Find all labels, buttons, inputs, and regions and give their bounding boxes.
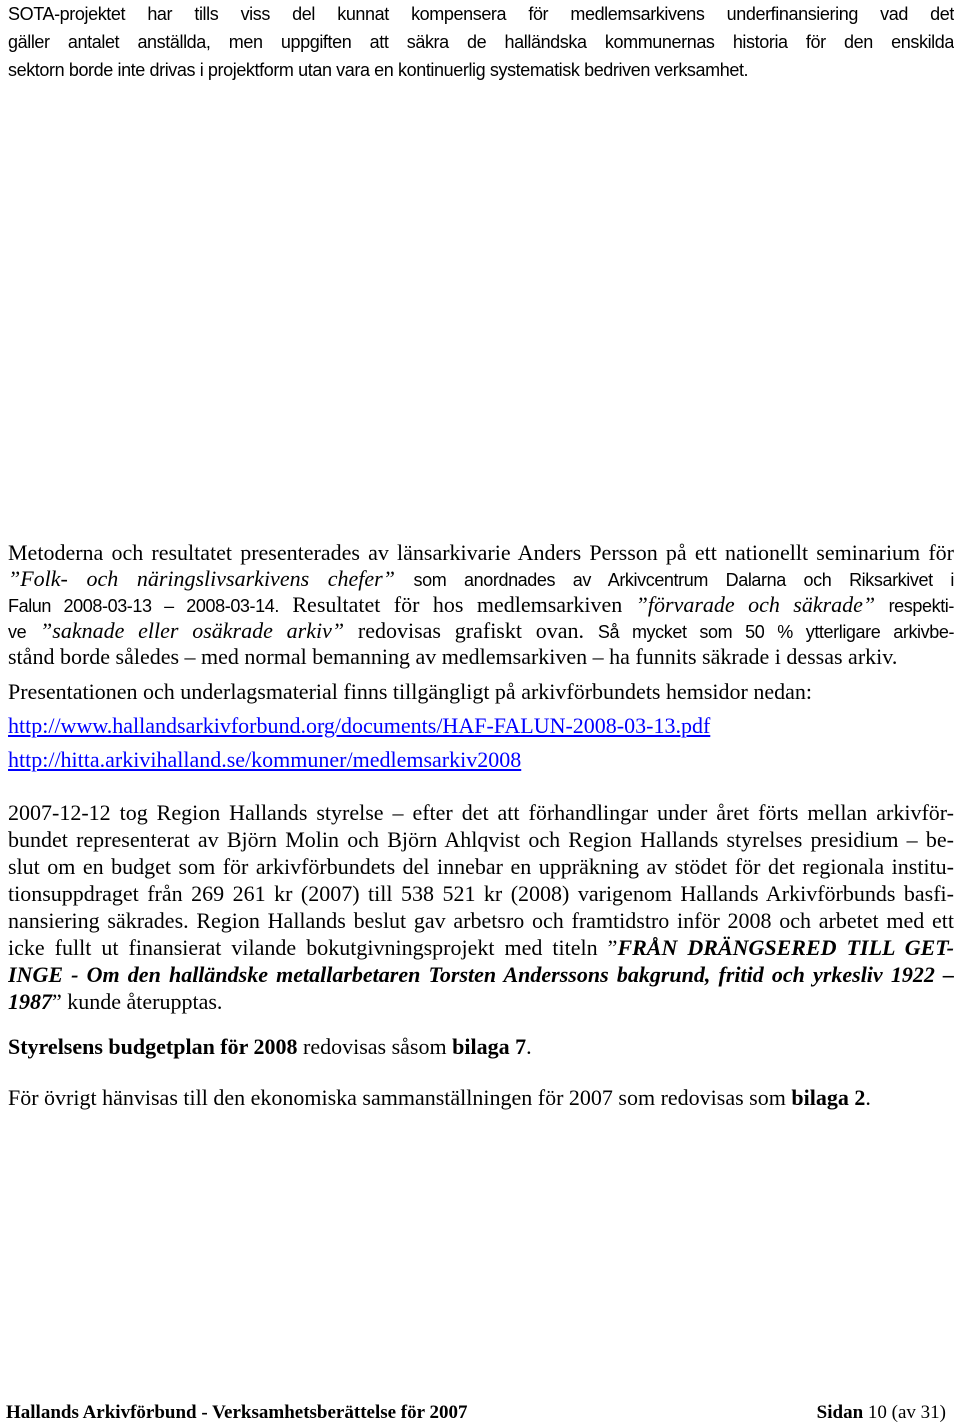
budget-line-1: 2007-12-12 tog Region Hallands styrelse – efter det att förhandlingar under året förts mellan arkivför- (8, 800, 954, 825)
methods-line-1: Metoderna och resultatet presenterades av länsarkivarie Anders Persson på ett nationellt seminarium för (8, 540, 954, 565)
presentation-paragraph (8, 679, 954, 705)
intro-paragraph (8, 0, 954, 84)
page-footer (6, 1401, 946, 1425)
intro-line-1: SOTA-projektet har tills viss del kunnat kompensera för medlemsarkivens underfinansiering vad det (8, 4, 954, 24)
intro-line-3: sektorn borde inte drivas i projektform utan vara en kontinuerlig systematisk bedriven verksamhet. (8, 60, 749, 80)
methods-line-4-head: ve (8, 622, 27, 642)
page-number: 10 (av 31) (867, 1402, 946, 1423)
economy-text: För övrigt hänvisas till den ekonomiska sammanställningen för 2007 som redovisas som (8, 1085, 786, 1110)
appendix-7-reference: bilaga 7 (452, 1034, 527, 1059)
budget-line-2: bundet representerat av Björn Molin och Björn Ahlqvist och Region Hallands styrelses presidium – be- (8, 827, 954, 852)
intro-line-2: gäller antalet anställda, men uppgiften att säkra de halländska kommunernas historia för den enskilda (8, 32, 954, 52)
book-title-start: FRÅN DRÄNGSERED TILL GET- (617, 935, 954, 960)
link-row-1 (8, 713, 954, 739)
methods-line-3 (8, 592, 954, 618)
presentation-text: Presentationen och underlagsmaterial finns tillgängligt på arkivförbundets hemsidor nedan: (8, 679, 813, 704)
member-archives-link[interactable]: http://hitta.arkivihalland.se/kommuner/medlemsarkiv2008 (8, 747, 522, 772)
economy-end: . (865, 1085, 871, 1110)
page-indicator (817, 1401, 946, 1425)
book-title-quote: ” (607, 935, 618, 960)
book-title-end: 1987 (8, 989, 52, 1014)
methods-line-2-text: som anordnades av Arkivcentrum Dalarna och Riksarkivet i (413, 570, 954, 590)
appendix-2-reference: bilaga 2 (791, 1085, 866, 1110)
budget-paragraph (8, 799, 954, 1015)
budget-line-8 (8, 988, 954, 1015)
budget-plan-end: . (526, 1034, 532, 1059)
methods-line-2 (8, 566, 954, 592)
link-row-2 (8, 747, 954, 773)
footer-title: Hallands Arkivförbund - Verksamhetsberättelse för 2007 (6, 1402, 468, 1423)
methods-line-3-text: Resultatet för hos medlemsarkiven (292, 592, 623, 617)
budget-line-8-text: ” kunde återupptas. (52, 989, 223, 1014)
book-title-continued: INGE - Om den halländske metallarbetaren Torsten Anderssons bakgrund, fritid och yrkesliv 1922 – (8, 962, 954, 987)
methods-line-5: stånd borde således – med normal bemanning av medlemsarkiven – ha funnits säkrade i dessas arkiv. (8, 644, 898, 669)
budget-plan-emphasis: Styrelsens budgetplan för 2008 (8, 1034, 298, 1059)
seminar-dates: Falun 2008-03-13 – 2008-03-14. (8, 596, 279, 616)
budget-plan-text: redovisas såsom (303, 1034, 447, 1059)
seminar-title: ”Folk- och näringslivsarkivens chefer” (8, 566, 395, 591)
economy-paragraph (8, 1085, 954, 1111)
methods-line-4-text: redovisas grafiskt ovan. (357, 618, 585, 643)
page-label: Sidan (816, 1402, 864, 1423)
methods-line-3-tail: respekti- (888, 596, 954, 616)
budget-plan-line (8, 1034, 954, 1060)
budget-line-6-text: icke fullt ut finansierat vilande bokutgivningsprojekt med titeln (8, 935, 598, 960)
budget-plan-paragraph (8, 1034, 954, 1060)
category-missing: ”saknade eller osäkrade arkiv” (40, 618, 345, 643)
budget-line-4: tionsuppdraget från 269 261 kr (2007) till 538 521 kr (2008) varigenom Hallands Arkivförbunds basfi- (8, 881, 954, 906)
economy-line (8, 1085, 954, 1111)
presentation-pdf-link[interactable]: http://www.hallandsarkivforbund.org/documents/HAF-FALUN-2008-03-13.pdf (8, 713, 711, 738)
category-preserved: ”förvarade och säkrade” (635, 592, 876, 617)
budget-line-6 (8, 934, 954, 961)
methods-paragraph (8, 540, 954, 670)
methods-line-4-tail: Så mycket som 50 % ytterligare arkivbe- (597, 622, 954, 642)
methods-line-4 (8, 618, 954, 644)
budget-line-3: slut om en budget som för arkivförbundets del innebar en uppräkning av stödet för det regionala institu- (8, 854, 954, 879)
budget-line-5: nansiering säkrades. Region Hallands beslut gav arbetsro och framtidstro inför 2008 och arbetet med ett (8, 908, 954, 933)
